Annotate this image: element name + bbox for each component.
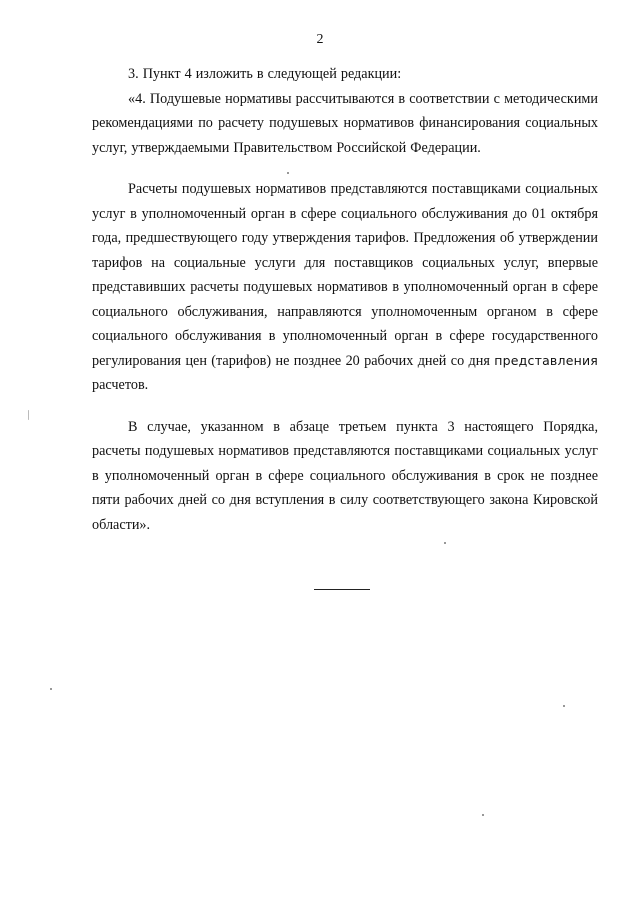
stamped-word: представления [494, 352, 598, 368]
page-number: 2 [316, 32, 324, 47]
scan-speck [50, 688, 52, 690]
paragraph-spacer [92, 398, 598, 415]
paragraph-item-4-part-3: В случае, указанном в абзаце третьем пункта 3 настоящего Порядка, расчеты подушевых нормативов представляются поставщиками социальных услуг в уполномоченный орган в сфере социального обслуживания в срок не позднее пяти рабочих дней со дня вступления в силу соответствующего закона Кировской области». [92, 418, 598, 533]
closing-divider [314, 589, 370, 590]
scan-speck [444, 542, 446, 544]
paragraph-tail: расчетов. [92, 377, 149, 393]
paragraph-item-3: 3. Пункт 4 изложить в следующей редакции: [128, 66, 402, 82]
paragraph-item-4-part-1: «4. Подушевые нормативы рассчитываются в соответствии с методическими рекомендациями по расчету подушевых нормативов финансирования социальных услуг, утверждаемыми Правительством Российской Федерации. [92, 90, 598, 156]
scan-speck [563, 705, 565, 707]
paragraph-spacer [92, 160, 598, 177]
paragraph-item-4-part-2 [92, 177, 598, 398]
document-body [92, 62, 598, 537]
paragraph-text: Расчеты подушевых нормативов представляются поставщиками социальных услуг в уполномоченный орган в сфере социального обслуживания до 01 октября года, предшествующего году утверждения тарифов. Предложения об утверждении тарифов на социальные услуги для поставщиков социальных услуг, впервые представивших расчеты подушевых нормативов в уполномоченный орган в сфере социального обслуживания, направляются уполномоченным органом в сфере социального обслуживания в уполномоченный орган в сфере государственного регулирования цен (тарифов) не позднее 20 рабочих дней со дня [92, 181, 598, 369]
scan-speck [482, 814, 484, 816]
scan-speck [287, 172, 289, 174]
scan-speck [28, 410, 29, 420]
